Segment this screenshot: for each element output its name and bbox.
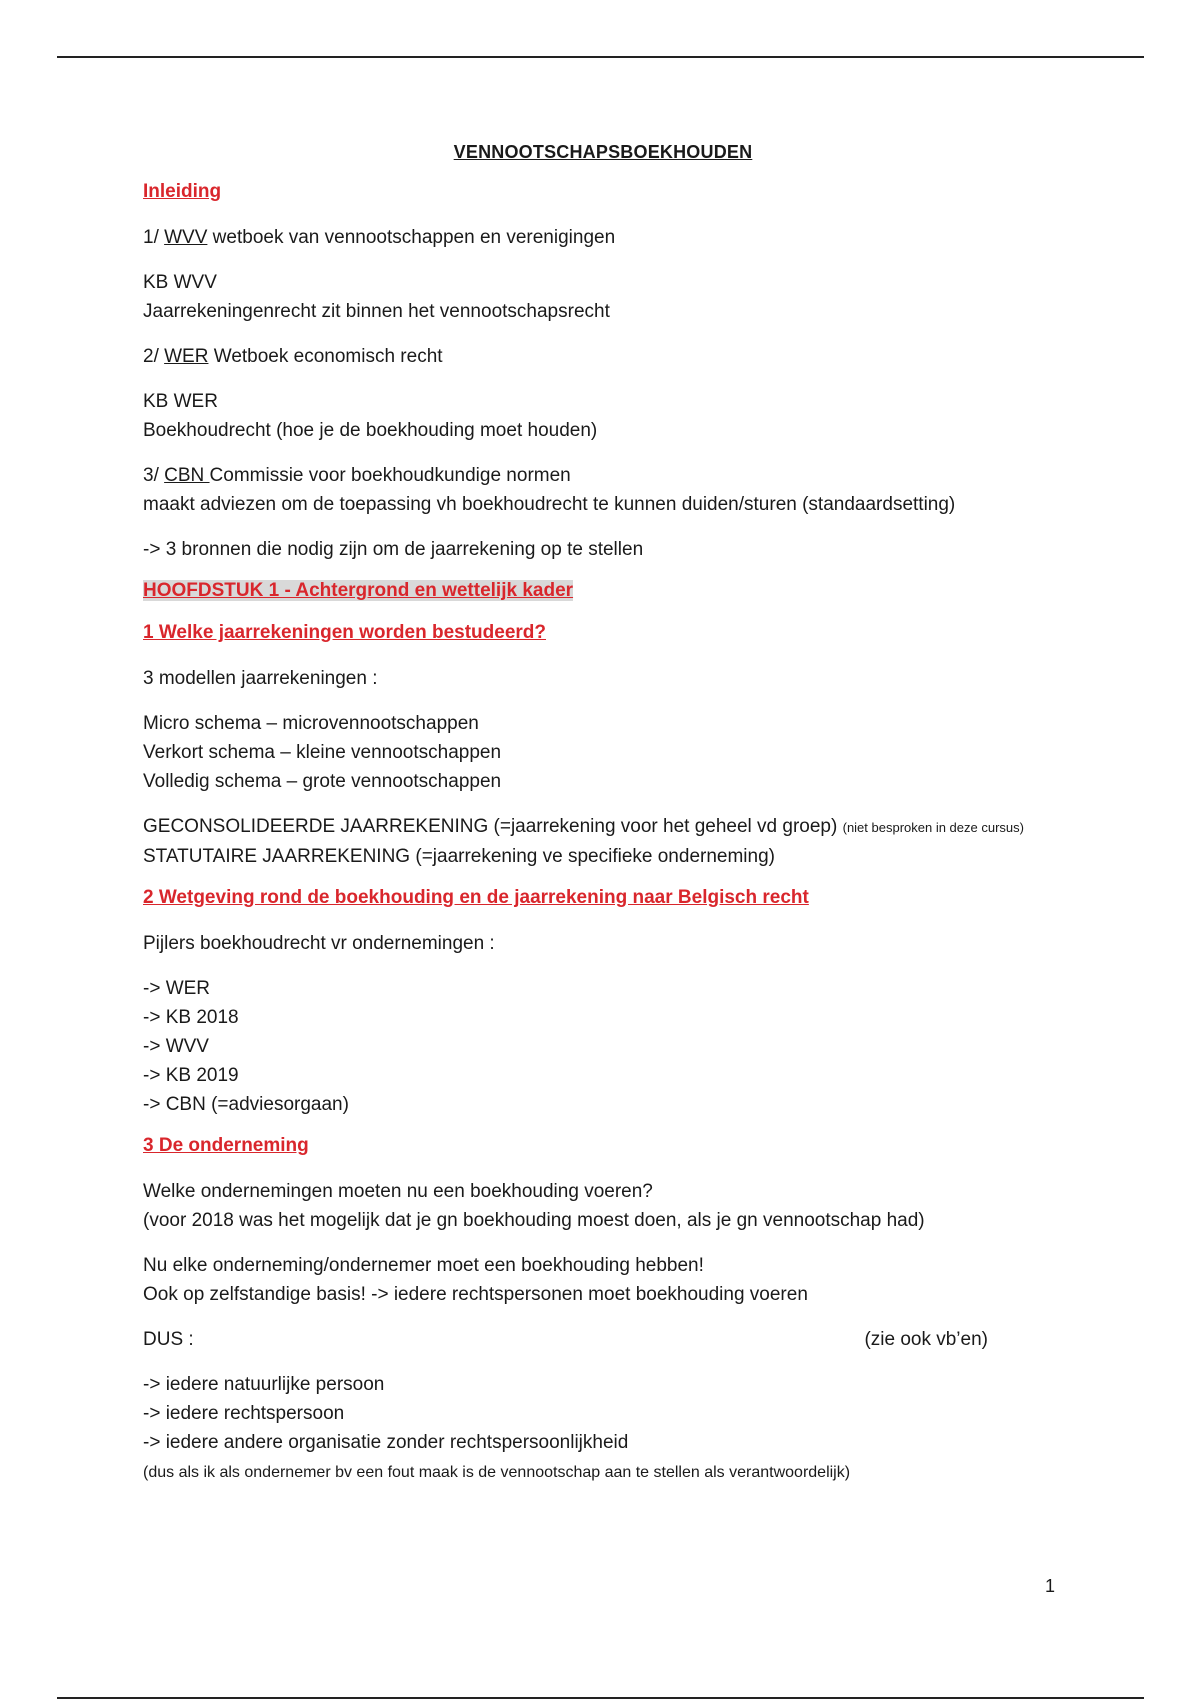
- pillar-item: -> CBN (=adviesorgaan): [143, 1094, 349, 1115]
- statutory-text: STATUTAIRE JAARREKENING (=jaarrekening ve specifieke onderneming): [143, 846, 775, 867]
- section-1-heading: 1 Welke jaarrekeningen worden bestudeerd?: [143, 622, 546, 643]
- footer-rule: [57, 1697, 1144, 1699]
- entity-list: [143, 1370, 1063, 1487]
- page-number: 1: [1045, 1576, 1056, 1596]
- item-number: 3/: [143, 465, 165, 486]
- model-verkort: Verkort schema – kleine vennootschappen: [143, 742, 502, 763]
- intro-summary: -> 3 bronnen die nodig zijn om de jaarrekening op te stellen: [143, 539, 644, 560]
- pillars-intro: Pijlers boekhoudrecht vr ondernemingen :: [143, 933, 495, 954]
- intro-item-2: [143, 342, 1063, 371]
- paragraph-line: Ook op zelfstandige basis! -> iedere rechtspersonen moet boekhouding voeren: [143, 1284, 808, 1305]
- section-2-heading: 2 Wetgeving rond de boekhouding en de jaarrekening naar Belgisch recht: [143, 887, 809, 908]
- onderneming-question: [143, 1177, 1063, 1235]
- dus-note: (zie ook vb’en): [864, 1329, 988, 1350]
- kb-wer-desc: Boekhoudrecht (hoe je de boekhouding moet houden): [143, 420, 598, 441]
- kb-wvv-block: [143, 268, 1063, 326]
- kb-wvv: KB WVV: [143, 272, 217, 293]
- pillars-list: [143, 974, 1063, 1119]
- entity-item: -> iedere andere organisatie zonder rechtspersoonlijkheid: [143, 1432, 629, 1453]
- models-list: [143, 709, 1063, 796]
- document-title: VENNOOTSCHAPSBOEKHOUDEN: [453, 142, 753, 162]
- item-number: 1/: [143, 227, 165, 248]
- entity-item: -> iedere rechtspersoon: [143, 1403, 345, 1424]
- entity-note: (dus als ik als ondernemer bv een fout maak is de vennootschap aan te stellen als verantwoordelijk): [143, 1464, 851, 1481]
- question-text: Welke ondernemingen moeten nu een boekhouding voeren?: [143, 1181, 653, 1202]
- kb-wer-block: [143, 387, 1063, 445]
- model-micro: Micro schema – microvennootschappen: [143, 713, 479, 734]
- abbr-wvv: WVV: [164, 227, 208, 248]
- cbn-desc: maakt adviezen om de toepassing vh boekhoudrecht te kunnen duiden/sturen (standaardsetting): [143, 494, 956, 515]
- entity-item: -> iedere natuurlijke persoon: [143, 1374, 385, 1395]
- section-3-heading: 3 De onderneming: [143, 1135, 309, 1156]
- question-note: (voor 2018 was het mogelijk dat je gn boekhouding moest doen, als je gn vennootschap had): [143, 1210, 925, 1231]
- pillar-item: -> KB 2018: [143, 1007, 239, 1028]
- pillar-item: -> WER: [143, 978, 211, 999]
- abbr-cbn: CBN: [164, 465, 210, 486]
- document-body: [143, 142, 1063, 1503]
- header-rule: [57, 56, 1144, 58]
- chapter-1-heading: [143, 580, 1063, 602]
- models-intro: 3 modellen jaarrekeningen :: [143, 668, 378, 689]
- pillar-item: -> WVV: [143, 1036, 209, 1057]
- pillar-item: -> KB 2019: [143, 1065, 239, 1086]
- kb-wer: KB WER: [143, 391, 218, 412]
- onderneming-paragraph: [143, 1251, 1063, 1309]
- consolidated-text: GECONSOLIDEERDE JAARREKENING (=jaarrekening voor het geheel vd groep): [143, 816, 838, 837]
- heading-inleiding: Inleiding: [143, 181, 222, 202]
- item-text: wetboek van vennootschappen en verenigingen: [207, 227, 616, 248]
- dus-line: [143, 1325, 988, 1354]
- item-number: 2/: [143, 346, 165, 367]
- dus-label: DUS :: [143, 1329, 194, 1350]
- jaarrekening-types: [143, 812, 1063, 871]
- intro-item-3: [143, 461, 1063, 519]
- intro-item-1: [143, 223, 1063, 252]
- item-text: Wetboek economisch recht: [208, 346, 443, 367]
- kb-wvv-desc: Jaarrekeningenrecht zit binnen het vennootschapsrecht: [143, 301, 610, 322]
- item-text: Commissie voor boekhoudkundige normen: [209, 465, 571, 486]
- consolidated-note: (niet besproken in deze cursus): [842, 820, 1024, 835]
- chapter-1-heading-text: HOOFDSTUK 1 - Achtergrond en wettelijk kader: [143, 580, 574, 601]
- model-volledig: Volledig schema – grote vennootschappen: [143, 771, 502, 792]
- paragraph-line: Nu elke onderneming/ondernemer moet een boekhouding hebben!: [143, 1255, 704, 1276]
- abbr-wer: WER: [164, 346, 209, 367]
